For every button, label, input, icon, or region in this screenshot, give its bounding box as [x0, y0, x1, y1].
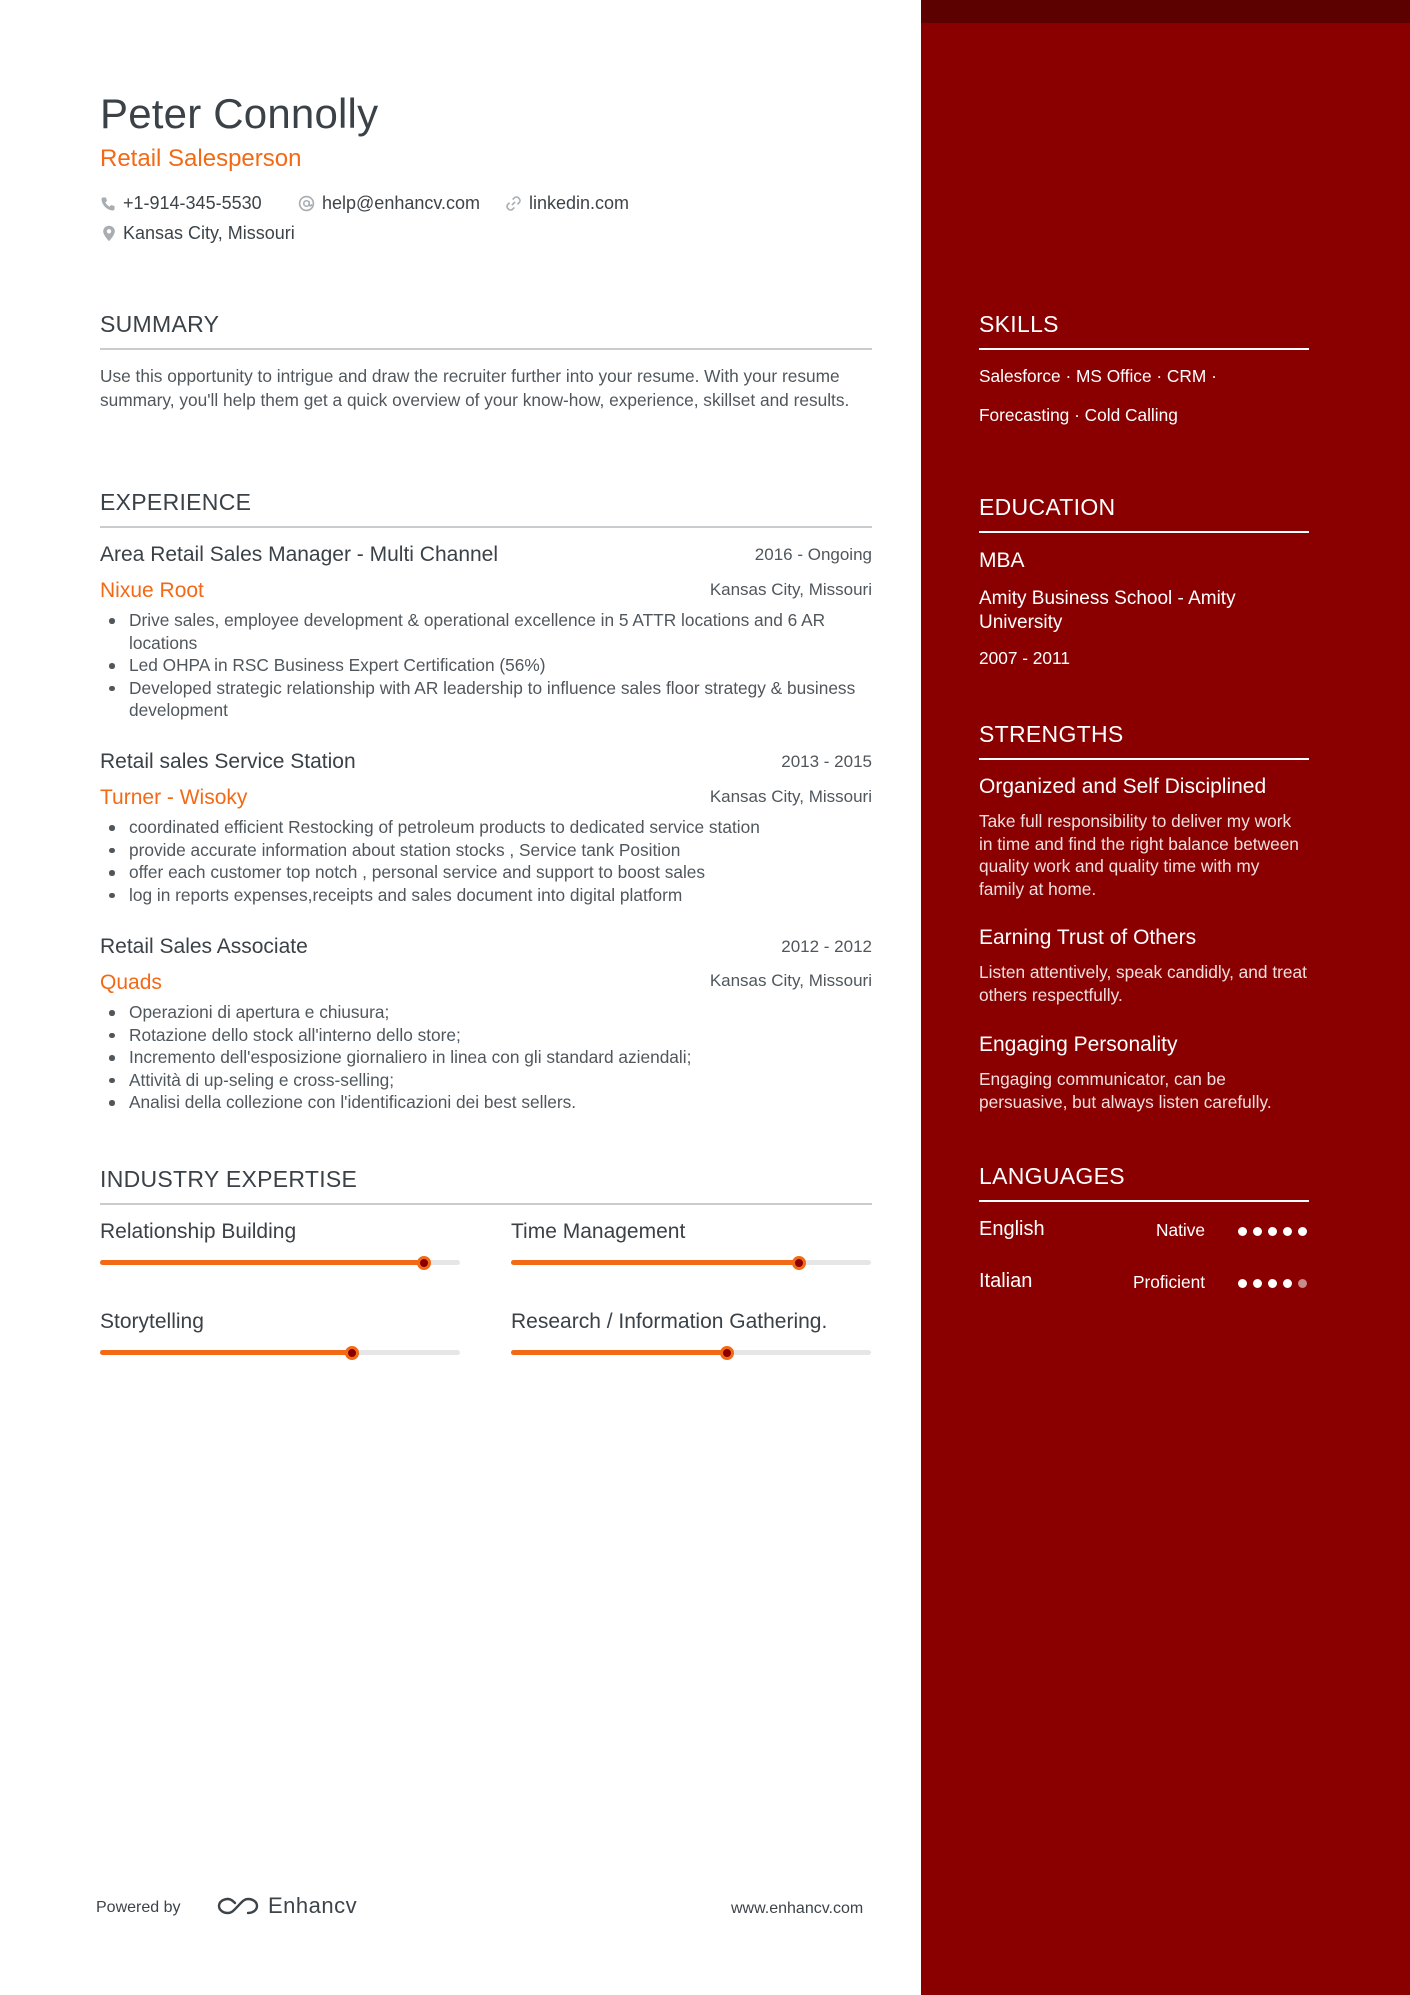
- language-level: Proficient: [1132, 1272, 1205, 1292]
- languages-heading: LANGUAGES: [979, 1163, 1309, 1202]
- bullet-item: Operazioni di apertura e chiusura;: [100, 1001, 872, 1024]
- candidate-title: Retail Salesperson: [100, 145, 302, 172]
- linkedin-text[interactable]: linkedin.com: [529, 193, 630, 213]
- expertise-bar-fill: [100, 1350, 352, 1355]
- bullet-item: Led OHPA in RSC Business Expert Certification (56%): [100, 654, 872, 677]
- expertise-bar-knob: [792, 1256, 806, 1270]
- industry-expertise-heading: INDUSTRY EXPERTISE: [100, 1166, 872, 1205]
- bullet-item: Analisi della collezione con l'identificazioni dei best sellers.: [100, 1091, 872, 1114]
- skills-line: Forecasting · Cold Calling: [979, 405, 1178, 425]
- job-title: Retail Sales Associate: [100, 935, 308, 958]
- footer-logo[interactable]: [214, 1893, 357, 1919]
- expertise-bar-knob: [417, 1256, 431, 1270]
- language-row: [979, 1270, 1309, 1296]
- job-date: 2016 - Ongoing: [754, 545, 872, 564]
- expertise-name: Research / Information Gathering.: [511, 1310, 828, 1333]
- level-dot: [1283, 1279, 1292, 1288]
- phone-icon: [100, 196, 116, 212]
- expertise-bar-knob: [720, 1346, 734, 1360]
- bullet-item: Attività di up-seling e cross-selling;: [100, 1069, 872, 1092]
- job-location: Kansas City, Missouri: [709, 580, 872, 599]
- job-location: Kansas City, Missouri: [709, 787, 872, 806]
- footer-site[interactable]: www.enhancv.com: [731, 1900, 864, 1917]
- contact-location: [102, 223, 295, 244]
- education-school: Amity Business School - Amity University: [979, 588, 1236, 633]
- contact-linkedin: [505, 193, 629, 214]
- bullet-item: offer each customer top notch , personal service and support to boost sales: [100, 861, 872, 884]
- bullet-item: provide accurate information about station stocks , Service tank Position: [100, 839, 872, 862]
- expertise-bar: [100, 1350, 460, 1355]
- job-date: 2012 - 2012: [781, 937, 872, 956]
- bullet-item: Drive sales, employee development & operational excellence in 5 ATTR locations and 6 AR locations: [100, 609, 872, 654]
- skills-line: Salesforce · MS Office · CRM ·: [979, 366, 1217, 386]
- footer-brand: Enhancv: [268, 1893, 358, 1918]
- level-dot: [1283, 1227, 1292, 1236]
- contact-email: [298, 193, 480, 214]
- strength-title: Engaging Personality: [979, 1033, 1178, 1056]
- expertise-bar: [100, 1260, 460, 1265]
- strengths-heading: STRENGTHS: [979, 721, 1309, 760]
- bullet-item: coordinated efficient Restocking of petroleum products to dedicated service station: [100, 816, 872, 839]
- level-dot: [1238, 1227, 1247, 1236]
- language-row: [979, 1218, 1309, 1244]
- education-heading: EDUCATION: [979, 494, 1309, 533]
- contact-phone: [100, 193, 262, 214]
- summary-heading: SUMMARY: [100, 311, 872, 350]
- sidebar-top-band: [921, 0, 1410, 23]
- experience-heading: EXPERIENCE: [100, 489, 872, 528]
- expertise-bar: [511, 1260, 871, 1265]
- link-icon: [505, 195, 522, 212]
- bullet-item: Developed strategic relationship with AR leadership to influence sales floor strategy & business development: [100, 677, 872, 722]
- bullet-item: Incremento dell'esposizione giornaliero in linea con gli standard aziendali;: [100, 1046, 872, 1069]
- education-degree: MBA: [979, 549, 1025, 572]
- strength-title: Earning Trust of Others: [979, 926, 1197, 949]
- expertise-name: Relationship Building: [100, 1220, 297, 1243]
- email-text[interactable]: help@enhancv.com: [322, 193, 481, 213]
- level-dot: [1268, 1227, 1277, 1236]
- job-bullets: [100, 609, 872, 722]
- level-dot: [1268, 1279, 1277, 1288]
- skills-heading: SKILLS: [979, 311, 1309, 350]
- location-text: Kansas City, Missouri: [123, 223, 295, 243]
- level-dot: [1298, 1227, 1307, 1236]
- level-dot: [1253, 1227, 1262, 1236]
- strength-title: Organized and Self Disciplined: [979, 775, 1267, 798]
- expertise-name: Time Management: [511, 1220, 686, 1243]
- language-name: English: [979, 1218, 1045, 1240]
- language-level: Native: [1156, 1220, 1205, 1240]
- phone-text[interactable]: +1-914-345-5530: [123, 193, 262, 213]
- strength-text: Listen attentively, speak candidly, and treat others respectfully.: [979, 962, 1307, 1005]
- level-dot: [1238, 1279, 1247, 1288]
- language-dots: [1238, 1227, 1307, 1236]
- job-bullets: [100, 1001, 872, 1114]
- strength-text: Take full responsibility to deliver my work in time and find the right balance between quality work and quality time with my family at home.: [979, 811, 1299, 899]
- enhancv-logo-icon: [214, 1894, 262, 1918]
- job-title: Retail sales Service Station: [100, 750, 356, 773]
- job-company: Quads: [100, 971, 162, 994]
- job-date: 2013 - 2015: [781, 752, 872, 771]
- language-name: Italian: [979, 1270, 1033, 1292]
- job-bullets: [100, 816, 872, 906]
- summary-text: Use this opportunity to intrigue and draw the recruiter further into your resume. With your resume summary, you'll help them get a quick overview of your know-how, experience, skillset and results.: [100, 366, 850, 410]
- at-icon: [298, 195, 315, 212]
- job-title: Area Retail Sales Manager - Multi Channel: [100, 543, 499, 566]
- location-pin-icon: [102, 225, 116, 242]
- expertise-bar-fill: [100, 1260, 424, 1265]
- candidate-name: Peter Connolly: [100, 90, 379, 137]
- expertise-bar-knob: [345, 1346, 359, 1360]
- job-company: Nixue Root: [100, 579, 204, 602]
- level-dot: [1298, 1279, 1307, 1288]
- expertise-bar-fill: [511, 1350, 727, 1355]
- expertise-name: Storytelling: [100, 1310, 204, 1333]
- expertise-bar: [511, 1350, 871, 1355]
- education-years: 2007 - 2011: [979, 648, 1070, 668]
- strength-text: Engaging communicator, can be persuasive, but always listen carefully.: [979, 1069, 1272, 1112]
- expertise-bar-fill: [511, 1260, 799, 1265]
- job-location: Kansas City, Missouri: [709, 971, 872, 990]
- level-dot: [1253, 1279, 1262, 1288]
- bullet-item: Rotazione dello stock all'interno dello store;: [100, 1024, 872, 1047]
- job-company: Turner - Wisoky: [100, 786, 248, 809]
- bullet-item: log in reports expenses,receipts and sales document into digital platform: [100, 884, 872, 907]
- footer-powered-by: Powered by: [96, 1899, 181, 1916]
- language-dots: [1238, 1279, 1307, 1288]
